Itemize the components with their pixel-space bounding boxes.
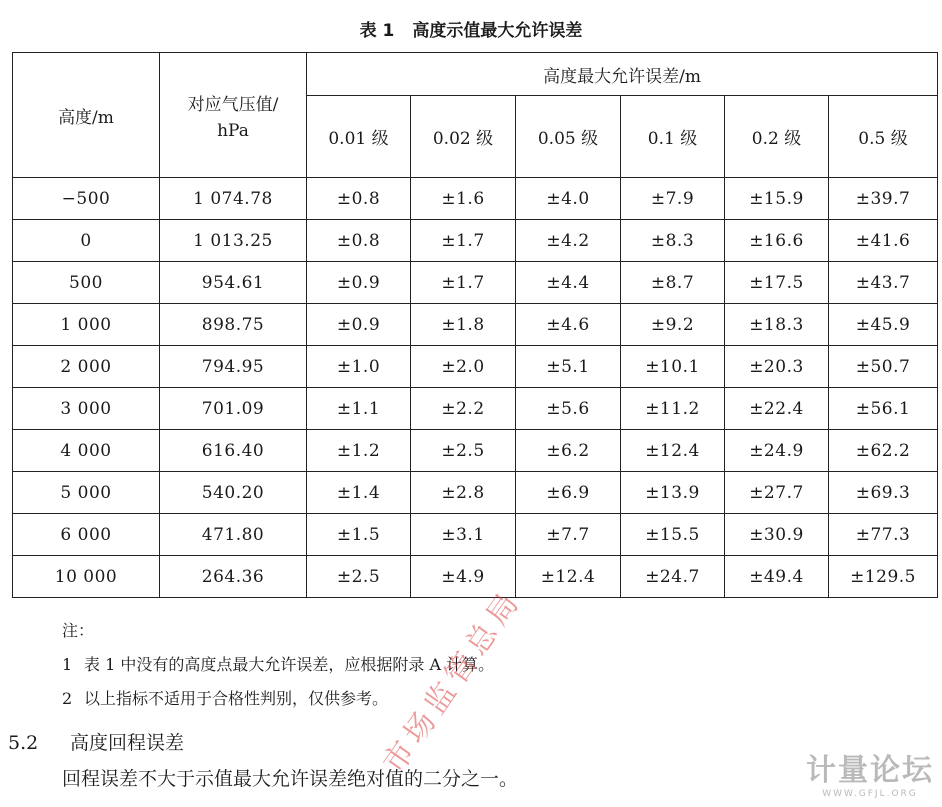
note-index: 1	[62, 655, 73, 674]
cell-height: 1 000	[13, 304, 160, 346]
cell-error: ±1.0	[307, 346, 411, 388]
watermark-stamp: 市场监管总局	[376, 582, 530, 780]
cell-error: ±0.8	[307, 178, 411, 220]
cell-height: 2 000	[13, 346, 160, 388]
table-row	[13, 472, 938, 514]
error-table	[12, 52, 938, 598]
table-row	[13, 388, 938, 430]
cell-height: 500	[13, 262, 160, 304]
cell-error: ±12.4	[621, 430, 725, 472]
logo-url: WWW.GFJL.ORG	[822, 789, 918, 799]
cell-error: ±30.9	[725, 514, 829, 556]
header-grade: 0.2 级	[725, 96, 829, 178]
cell-pressure: 1 074.78	[160, 178, 307, 220]
cell-height: 4 000	[13, 430, 160, 472]
cell-error: ±20.3	[725, 346, 829, 388]
cell-error: ±8.7	[621, 262, 725, 304]
cell-pressure: 794.95	[160, 346, 307, 388]
table-number: 表 1	[359, 21, 395, 41]
cell-error: ±69.3	[829, 472, 938, 514]
cell-error: ±4.0	[516, 178, 621, 220]
cell-error: ±11.2	[621, 388, 725, 430]
cell-error: ±2.5	[411, 430, 516, 472]
cell-error: ±4.4	[516, 262, 621, 304]
cell-error: ±129.5	[829, 556, 938, 598]
cell-error: ±4.2	[516, 220, 621, 262]
cell-error: ±2.0	[411, 346, 516, 388]
section-number: 5.2	[8, 732, 39, 754]
cell-pressure: 898.75	[160, 304, 307, 346]
cell-error: ±24.7	[621, 556, 725, 598]
cell-error: ±45.9	[829, 304, 938, 346]
cell-error: ±24.9	[725, 430, 829, 472]
cell-error: ±17.5	[725, 262, 829, 304]
cell-error: ±1.8	[411, 304, 516, 346]
cell-error: ±15.5	[621, 514, 725, 556]
cell-error: ±77.3	[829, 514, 938, 556]
cell-error: ±0.8	[307, 220, 411, 262]
cell-error: ±1.5	[307, 514, 411, 556]
cell-error: ±15.9	[725, 178, 829, 220]
header-grade: 0.5 级	[829, 96, 938, 178]
cell-height: 0	[13, 220, 160, 262]
cell-error: ±1.7	[411, 220, 516, 262]
cell-pressure: 1 013.25	[160, 220, 307, 262]
cell-error: ±9.2	[621, 304, 725, 346]
section-heading	[8, 728, 184, 755]
table-title: 高度示值最大允许误差	[412, 21, 583, 41]
note-index: 2	[62, 689, 73, 708]
table-row	[13, 556, 938, 598]
cell-error: ±6.9	[516, 472, 621, 514]
table-row	[13, 514, 938, 556]
cell-error: ±13.9	[621, 472, 725, 514]
cell-error: ±6.2	[516, 430, 621, 472]
cell-error: ±41.6	[829, 220, 938, 262]
cell-height: 6 000	[13, 514, 160, 556]
note-text: 以上指标不适用于合格性判别，仅供参考。	[84, 689, 389, 708]
table-caption	[0, 16, 942, 41]
table-row	[13, 220, 938, 262]
cell-error: ±1.1	[307, 388, 411, 430]
cell-pressure: 701.09	[160, 388, 307, 430]
cell-error: ±2.2	[411, 388, 516, 430]
cell-error: ±16.6	[725, 220, 829, 262]
cell-pressure: 471.80	[160, 514, 307, 556]
cell-error: ±22.4	[725, 388, 829, 430]
cell-error: ±4.9	[411, 556, 516, 598]
cell-error: ±2.5	[307, 556, 411, 598]
header-grade: 0.1 级	[621, 96, 725, 178]
cell-height: 5 000	[13, 472, 160, 514]
cell-error: ±5.1	[516, 346, 621, 388]
cell-error: ±43.7	[829, 262, 938, 304]
cell-error: ±8.3	[621, 220, 725, 262]
cell-height: 3 000	[13, 388, 160, 430]
cell-error: ±3.1	[411, 514, 516, 556]
cell-height: −500	[13, 178, 160, 220]
body-paragraph: 回程误差不大于示值最大允许误差绝对值的二分之一。	[62, 768, 519, 790]
cell-error: ±1.6	[411, 178, 516, 220]
cell-error: ±18.3	[725, 304, 829, 346]
table-row	[13, 346, 938, 388]
table-row	[13, 304, 938, 346]
cell-error: ±1.4	[307, 472, 411, 514]
notes-label: 注：	[62, 621, 95, 640]
cell-pressure: 954.61	[160, 262, 307, 304]
header-grade: 0.02 级	[411, 96, 516, 178]
cell-error: ±62.2	[829, 430, 938, 472]
header-error-group: 高度最大允许误差/m	[307, 53, 938, 96]
cell-error: ±0.9	[307, 304, 411, 346]
cell-error: ±27.7	[725, 472, 829, 514]
section-title: 高度回程误差	[70, 732, 185, 754]
table-body	[13, 178, 938, 598]
cell-error: ±0.9	[307, 262, 411, 304]
forum-logo	[806, 745, 934, 799]
header-pressure-line2: hPa	[217, 120, 249, 141]
cell-error: ±10.1	[621, 346, 725, 388]
cell-error: ±1.7	[411, 262, 516, 304]
cell-error: ±12.4	[516, 556, 621, 598]
cell-pressure: 616.40	[160, 430, 307, 472]
cell-error: ±49.4	[725, 556, 829, 598]
table-row	[13, 430, 938, 472]
cell-error: ±1.2	[307, 430, 411, 472]
cell-error: ±7.9	[621, 178, 725, 220]
table-row	[13, 178, 938, 220]
header-grade: 0.05 级	[516, 96, 621, 178]
header-pressure-line1: 对应气压值/	[187, 94, 279, 115]
header-height: 高度/m	[13, 53, 160, 178]
cell-error: ±5.6	[516, 388, 621, 430]
cell-error: ±39.7	[829, 178, 938, 220]
note-text: 表 1 中没有的高度点最大允许误差，应根据附录 A 计算。	[84, 655, 495, 674]
cell-error: ±50.7	[829, 346, 938, 388]
cell-error: ±7.7	[516, 514, 621, 556]
cell-pressure: 264.36	[160, 556, 307, 598]
header-pressure	[160, 53, 307, 178]
cell-error: ±2.8	[411, 472, 516, 514]
cell-error: ±4.6	[516, 304, 621, 346]
cell-pressure: 540.20	[160, 472, 307, 514]
logo-text: 计量论坛	[806, 753, 934, 788]
cell-height: 10 000	[13, 556, 160, 598]
header-grade: 0.01 级	[307, 96, 411, 178]
cell-error: ±56.1	[829, 388, 938, 430]
table-row	[13, 262, 938, 304]
